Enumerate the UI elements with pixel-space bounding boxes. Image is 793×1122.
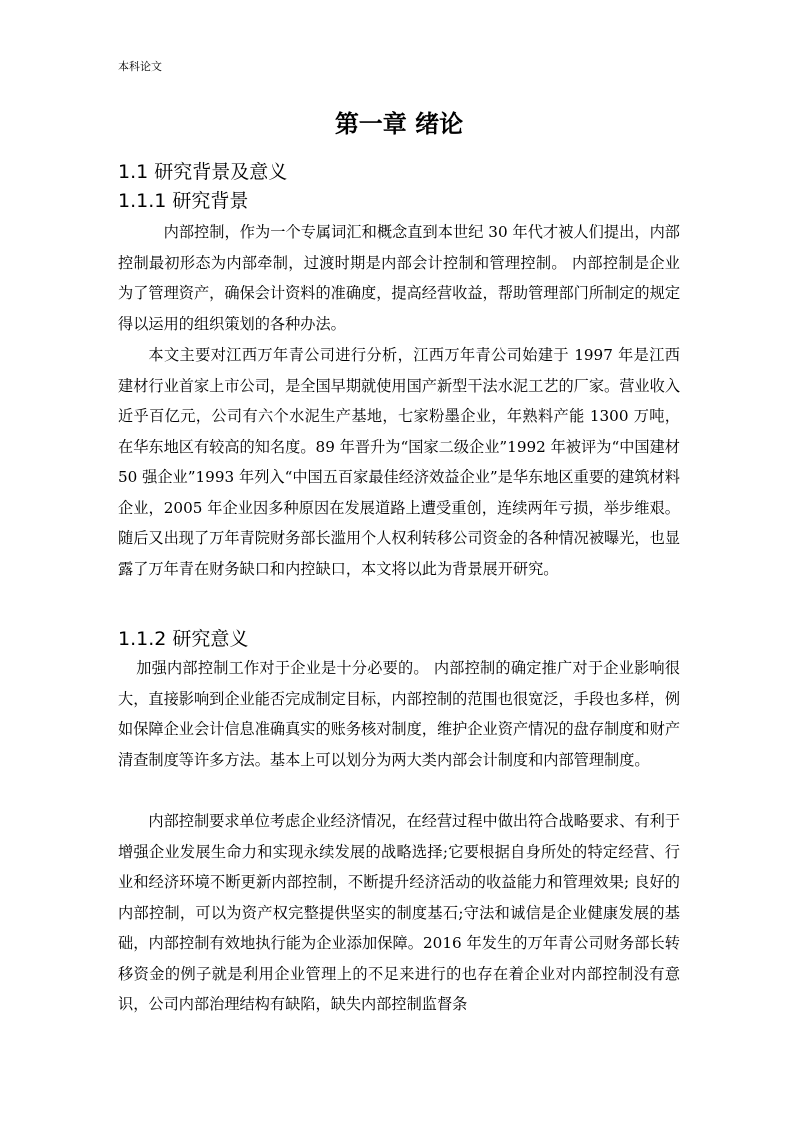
chapter-title: 第一章 绪论 (334, 110, 464, 138)
paragraph-background-1: 内部控制，作为一个专属词汇和概念直到本世纪 30 年代才被人们提出，内部控制最初形态为内部牵制，过渡时期是内部会计控制和管理控制。 内部控制是企业为了管理资产，确保会计资料的准确度，提高经营收益，帮助管理部门所制定的规定得以运用的组织策划的各种办法。 (118, 223, 680, 333)
section-heading-1-1: 1.1 研究背景及意义 (118, 161, 288, 183)
running-header: 本科论文 (118, 60, 162, 73)
section-heading-1-1-1: 1.1.1 研究背景 (118, 190, 249, 212)
paragraph-significance-2: 内部控制要求单位考虑企业经济情况，在经营过程中做出符合战略要求、有利于增强企业发展生命力和实现永续发展的战略选择;它要根据自身所处的特定经营、行业和经济环境不断更新内部控制，不断提升经济活动的收益能力和管理效果; 良好的内部控制，可以为资产权完整提供坚实的制度基石;守法和诚信是企业健康发展的基础，内部控制有效地执行能为企业添加保障。2016 年发生的万年青公司财务部长转移资金的例子就是利用企业管理上的不足来进行的也存在着企业对内部控制没有意识，公司内部治理结构有缺陷，缺失内部控制监督条 (118, 812, 680, 1013)
paragraph-background-2: 本文主要对江西万年青公司进行分析，江西万年青公司始建于 1997 年是江西建材行业首家上市公司，是全国早期就使用国产新型干法水泥工艺的厂家。营业收入近乎百亿元，公司有六个水泥生产基地，七家粉墨企业，年熟料产能 1300 万吨，在华东地区有较高的知名度。89 年晋升为“国家二级企业”1992 年被评为“中国建材 50 强企业”1993 年列入“中国五百家最佳经济效益企业”是华东地区重要的建筑材料企业，2005 年企业因多种原因在发展道路上遭受重创，连续两年亏损，举步维艰。随后又出现了万年青院财务部长滥用个人权利转移公司资金的各种情况被曝光，也显露了万年青在财务缺口和内控缺口，本文将以此为背景展开研究。 (118, 346, 680, 578)
section-heading-1-1-2: 1.1.2 研究意义 (118, 628, 249, 650)
paragraph-significance-1: 加强内部控制工作对于企业是十分必要的。 内部控制的确定推广对于企业影响很大，直接影响到企业能否完成制定目标，内部控制的范围也很宽泛，手段也多样，例如保障企业会计信息准确真实的账务核对制度，维护企业资产情况的盘存制度和财产清查制度等许多方法。基本上可以划分为两大类内部会计制度和内部管理制度。 (118, 659, 680, 769)
